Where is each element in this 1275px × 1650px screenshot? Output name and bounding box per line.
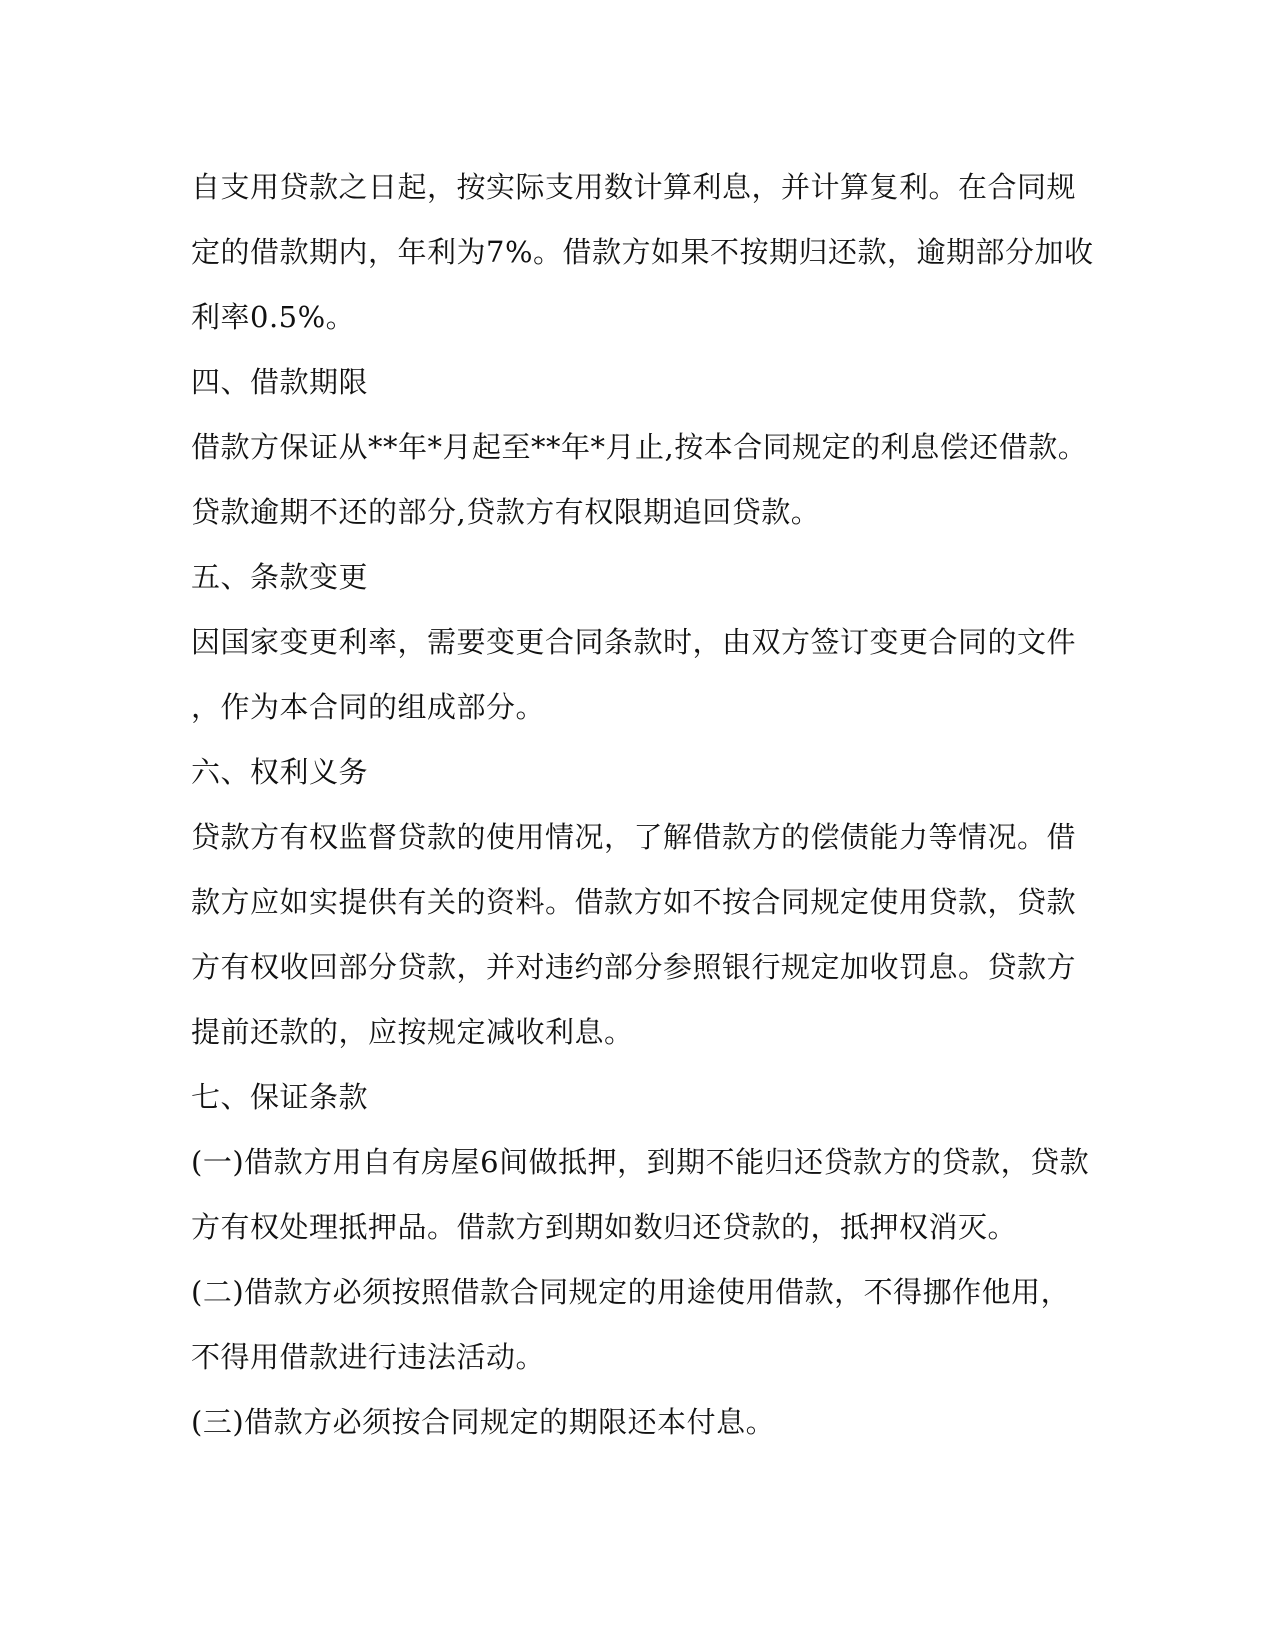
body-line: (二)借款方必须按照借款合同规定的用途使用借款，不得挪作他用， [191, 1275, 1071, 1309]
body-line: 款方应如实提供有关的资料。借款方如不按合同规定使用贷款，贷款 [191, 885, 1077, 919]
section-heading: 五、条款变更 [191, 560, 369, 594]
body-line: 提前还款的，应按规定减收利息。 [191, 1015, 634, 1049]
section-heading: 四、借款期限 [191, 365, 369, 399]
body-line: 借款方保证从**年*月起至**年*月止,按本合同规定的利息偿还借款。 [191, 430, 1088, 464]
body-line: 贷款方有权监督贷款的使用情况，了解借款方的偿债能力等情况。借 [191, 820, 1077, 854]
body-line: (三)借款方必须按合同规定的期限还本付息。 [191, 1405, 776, 1439]
body-line: 不得用借款进行违法活动。 [191, 1340, 546, 1374]
body-line: 因国家变更利率，需要变更合同条款时，由双方签订变更合同的文件 [191, 625, 1077, 659]
body-line: 贷款逾期不还的部分,贷款方有权限期追回贷款。 [191, 495, 821, 529]
body-line: 方有权处理抵押品。借款方到期如数归还贷款的，抵押权消灭。 [191, 1210, 1018, 1244]
body-line: 自支用贷款之日起，按实际支用数计算利息，并计算复利。在合同规 [191, 170, 1077, 204]
document-body [191, 155, 1094, 1455]
body-line: ，作为本合同的组成部分。 [191, 690, 546, 724]
section-heading: 六、权利义务 [191, 755, 369, 789]
body-line: 定的借款期内，年利为7%。借款方如果不按期归还款，逾期部分加收 [191, 235, 1094, 269]
body-line: 方有权收回部分贷款，并对违约部分参照银行规定加收罚息。贷款方 [191, 950, 1077, 984]
section-heading: 七、保证条款 [191, 1080, 369, 1114]
body-line: 利率0.5%。 [191, 300, 356, 334]
body-line: (一)借款方用自有房屋6间做抵押，到期不能归还贷款方的贷款，贷款 [191, 1145, 1090, 1179]
